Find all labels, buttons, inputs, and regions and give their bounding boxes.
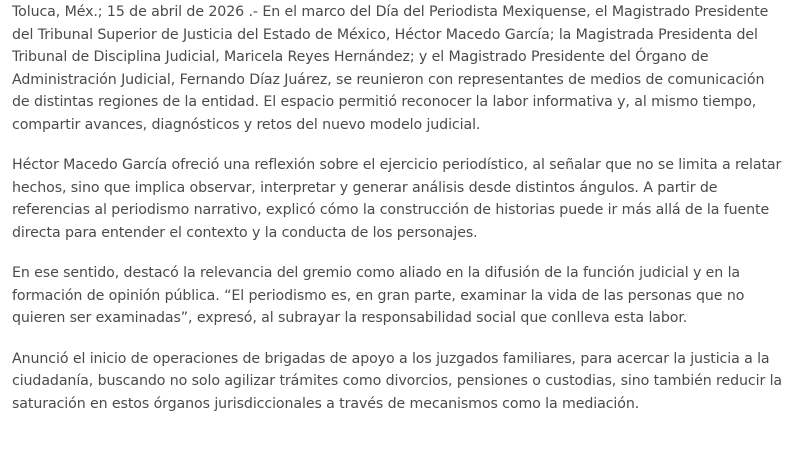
paragraph-intro: Toluca, Méx.; 15 de abril de 2026 .- En el marco del Día del Periodista Mexiquense, el Magistrado Presidente del Tribunal Superior de Justicia del Estado de México, Héctor Macedo García; la Magistrada Presidenta del Tribunal de Disciplina Judicial, Maricela Reyes Hernández; y el Magistrado Presidente del Órgano de Administración Judicial, Fernando Díaz Juárez, se reunieron con representantes de medios de comunicación de distintas regiones de la entidad. El espacio permitió reconocer la labor informativa y, al mismo tiempo, compartir avances, diagnósticos y retos del nuevo modelo judicial. [12, 4, 769, 133]
paragraph-announcement: Anunció el inicio de operaciones de brigadas de apoyo a los juzgados familiares, para acercar la justicia a la ciudadanía, buscando no solo agilizar trámites como divorcios, pensiones o custodias, sino también reducir la saturación en estos órganos jurisdiccionales a través de mecanismos como la mediación. [12, 350, 783, 412]
paragraph-relevance: En ese sentido, destacó la relevancia del gremio como aliado en la difusión de la función judicial y en la formación de opinión pública. “El periodismo es, en gran parte, examinar la vida de las personas que no quieren ser examinadas”, expresó, al subrayar la responsabilidad social que conlleva esta labor. [12, 265, 745, 326]
paragraph-reflection: Héctor Macedo García ofreció una reflexión sobre el ejercicio periodístico, al señalar que no se limita a relatar hechos, sino que implica observar, interpretar y generar análisis desde distintos ángulos. A partir de referencias al periodismo narrativo, explicó cómo la construcción de historias puede ir más allá de la fuente directa para entender el contexto y la conducta de los personajes. [12, 157, 782, 241]
article-body [12, 1, 784, 433]
